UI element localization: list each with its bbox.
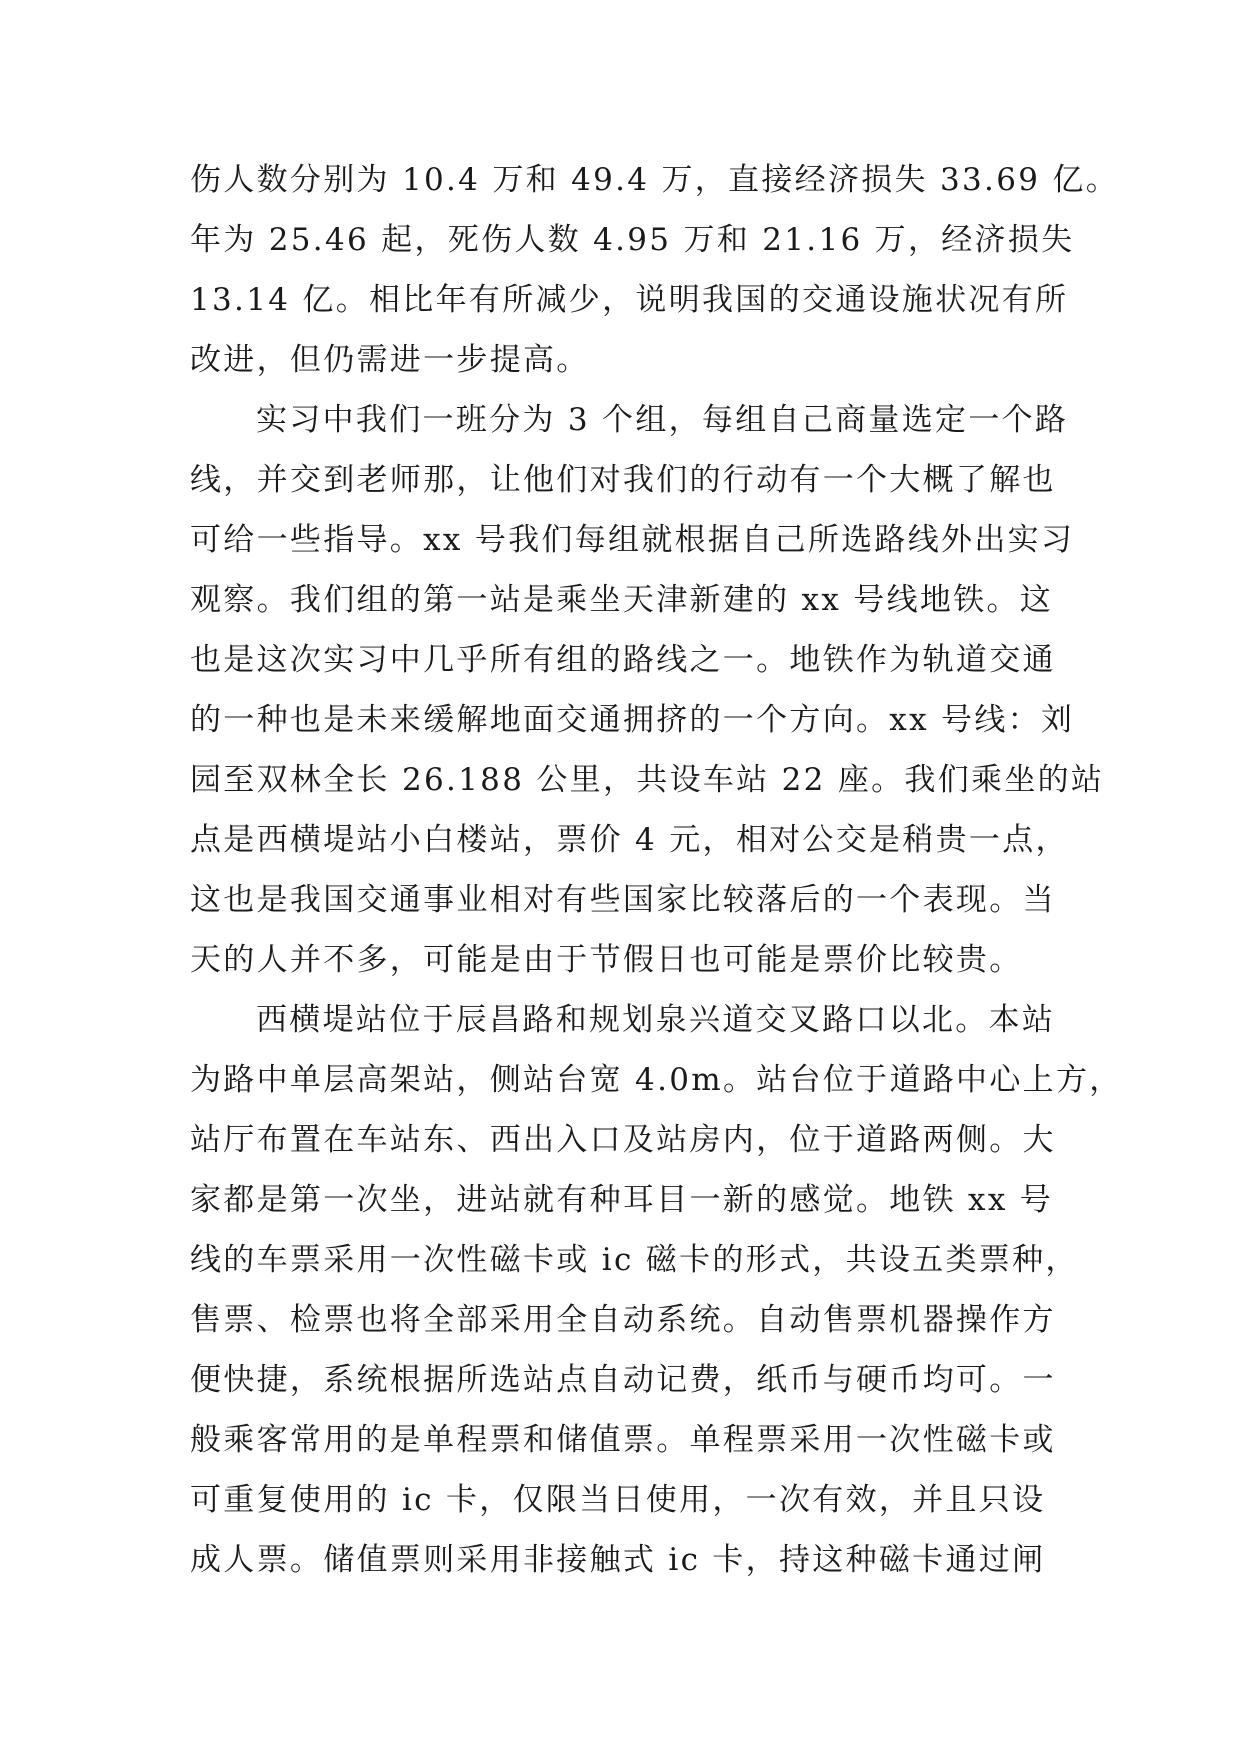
text-line: 西横堤站位于辰昌路和规划泉兴道交叉路口以北。本站 [256, 1002, 1056, 1038]
text-line: 站厅布置在车站东、西出入口及站房内，位于道路两侧。大 [190, 1122, 1056, 1158]
text-line: 便快捷，系统根据所选站点自动记费，纸币与硬币均可。一 [190, 1362, 1056, 1398]
text-line: 实习中我们一班分为 3 个组，每组自己商量选定一个路 [256, 402, 1069, 438]
text-line: 也是这次实习中几乎所有组的路线之一。地铁作为轨道交通 [190, 642, 1056, 678]
text-line: 年为 25.46 起，死伤人数 4.95 万和 21.16 万，经济损失 [190, 222, 1075, 258]
text-line: 点是西横堤站小白楼站，票价 4 元，相对公交是稍贵一点， [190, 822, 1069, 858]
text-line: 这也是我国交通事业相对有些国家比较落后的一个表现。当 [190, 882, 1056, 918]
text-line: 改进，但仍需进一步提高。 [190, 342, 590, 378]
text-line: 观察。我们组的第一站是乘坐天津新建的 xx 号线地铁。这 [190, 582, 1054, 618]
text-line: 天的人并不多，可能是由于节假日也可能是票价比较贵。 [190, 942, 1023, 978]
body-text [190, 150, 1123, 1590]
text-line: 伤人数分别为 10.4 万和 49.4 万，直接经济损失 33.69 亿。 [190, 162, 1120, 198]
text-line: 可给一些指导。xx 号我们每组就根据自己所选路线外出实习 [190, 522, 1075, 558]
text-line: 般乘客常用的是单程票和储值票。单程票采用一次性磁卡或 [190, 1422, 1056, 1458]
text-line: 为路中单层高架站，侧站台宽 4.0m。站台位于道路中心上方， [190, 1062, 1123, 1098]
text-line: 可重复使用的 ic 卡，仅限当日使用，一次有效，并且只设 [190, 1482, 1046, 1518]
text-line: 园至双林全长 26.188 公里，共设车站 22 座。我们乘坐的站 [190, 762, 1105, 798]
text-line: 线的车票采用一次性磁卡或 ic 磁卡的形式，共设五类票种， [190, 1242, 1079, 1278]
text-line: 家都是第一次坐，进站就有种耳目一新的感觉。地铁 xx 号 [190, 1182, 1054, 1218]
text-line: 13.14 亿。相比年有所减少，说明我国的交通设施状况有所 [190, 282, 1069, 318]
text-line: 售票、检票也将全部采用全自动系统。自动售票机器操作方 [190, 1302, 1056, 1338]
text-line: 线，并交到老师那，让他们对我们的行动有一个大概了解也 [190, 462, 1056, 498]
text-line: 的一种也是未来缓解地面交通拥挤的一个方向。xx 号线：刘 [190, 702, 1075, 738]
text-line: 成人票。储值票则采用非接触式 ic 卡，持这种磁卡通过闸 [190, 1542, 1046, 1578]
